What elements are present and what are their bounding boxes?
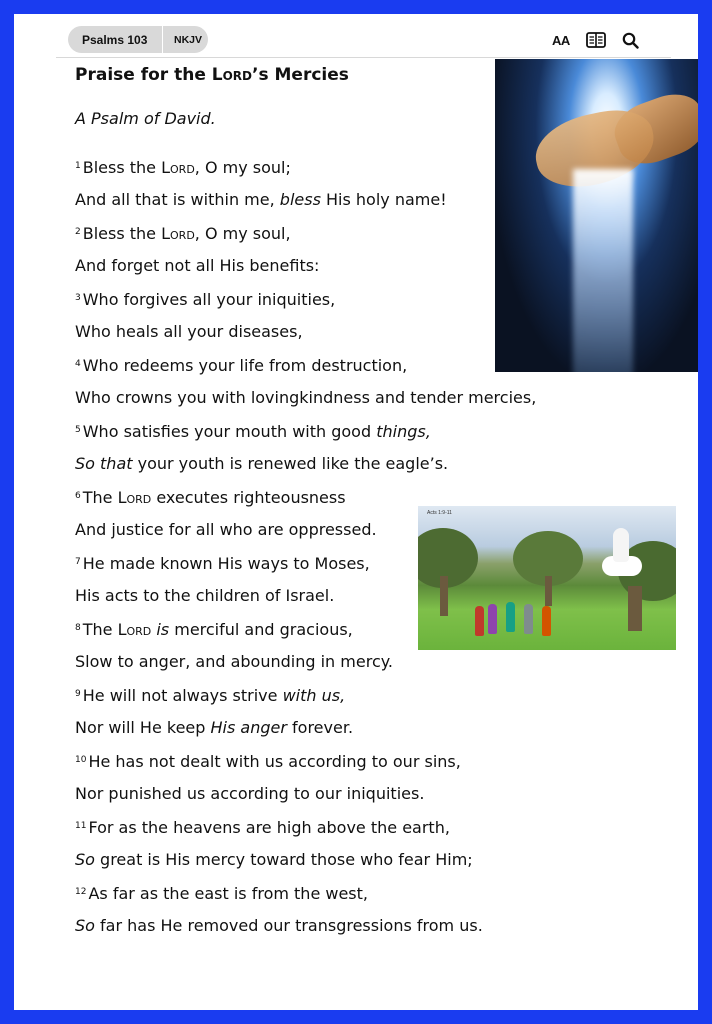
image-caption: Acts 1:9-11: [427, 510, 452, 516]
italic-text: is: [156, 620, 170, 639]
verse-text: , O my soul;: [194, 158, 291, 177]
verse-line[interactable]: [75, 579, 675, 612]
verse-number: 12: [75, 887, 87, 897]
verse-text: Who redeems your life from destruction,: [82, 356, 408, 375]
italic-text: So: [75, 850, 95, 869]
verse-number: 11: [75, 821, 87, 831]
verse-text: And justice for all who are oppressed.: [75, 520, 377, 539]
verse-text: great is His mercy toward those who fear Him;: [94, 850, 473, 869]
reader-page: [14, 14, 698, 1010]
chapter-content: [75, 64, 675, 942]
verse-line[interactable]: [75, 183, 675, 216]
verse-list: [75, 150, 675, 942]
verse-line[interactable]: [75, 678, 675, 711]
verse-text: His holy name!: [320, 190, 447, 209]
verse-text: your youth is renewed like the eagle’s.: [132, 454, 449, 473]
verse-line[interactable]: [75, 711, 675, 744]
verse-text: Who forgives all your iniquities,: [82, 290, 336, 309]
verse-text: The: [82, 620, 118, 639]
verse-text: Bless the: [82, 224, 162, 243]
verse-text: executes righteousness: [151, 488, 346, 507]
passage-selector[interactable]: [68, 26, 208, 53]
chapter-subtitle: A Psalm of David.: [75, 109, 216, 128]
verse-text: Who heals all your diseases,: [75, 322, 303, 341]
verse-line[interactable]: [75, 315, 675, 348]
verse-text: Who crowns you with lovingkindness and tender mercies,: [75, 388, 537, 407]
search-icon[interactable]: [622, 31, 639, 49]
verse-text: The: [82, 488, 118, 507]
verse-line[interactable]: [75, 843, 675, 876]
verse-text: Slow to anger, and abounding in mercy.: [75, 652, 394, 671]
title-lord: Lord: [211, 65, 253, 85]
verse-line[interactable]: [75, 909, 675, 942]
verse-text: And all that is within me,: [75, 190, 280, 209]
top-bar: [14, 14, 698, 58]
verse-line[interactable]: [75, 546, 675, 579]
verse-line[interactable]: [75, 645, 675, 678]
verse-number: 2: [75, 227, 81, 237]
verse-line[interactable]: [75, 447, 675, 480]
book-chapter-button[interactable]: Psalms 103: [82, 32, 148, 47]
header-divider: [56, 57, 671, 58]
verse-text: Who satisfies your mouth with good: [82, 422, 377, 441]
verse-number: 8: [75, 623, 81, 633]
text-size-label: AA: [552, 32, 570, 48]
verse-text: Bless the: [82, 158, 162, 177]
verse-text: , O my soul,: [194, 224, 291, 243]
verse-line[interactable]: [75, 381, 675, 414]
text-size-icon[interactable]: [552, 31, 570, 49]
toolbar: [552, 31, 639, 49]
verse-line[interactable]: [75, 348, 675, 381]
italic-text: His anger: [210, 718, 287, 737]
verse-line[interactable]: [75, 480, 675, 513]
italic-text: with us,: [282, 686, 346, 705]
verse-line[interactable]: [75, 414, 675, 447]
verse-text: As far as the east is from the west,: [88, 884, 368, 903]
verse-text: far has He removed our transgressions from us.: [94, 916, 483, 935]
title-text: Praise for the: [75, 65, 212, 85]
verse-line[interactable]: [75, 150, 675, 183]
verse-text: Nor will He keep: [75, 718, 211, 737]
verse-number: 9: [75, 689, 81, 699]
divine-name: Lord: [161, 224, 195, 243]
chapter-title: [75, 64, 675, 86]
reader-book-icon[interactable]: [586, 31, 606, 49]
italic-text: So: [75, 916, 95, 935]
verse-text: forever.: [286, 718, 354, 737]
verse-line[interactable]: [75, 876, 675, 909]
verse-number: 1: [75, 161, 81, 171]
divine-name: Lord: [161, 158, 195, 177]
verse-number: 5: [75, 425, 81, 435]
verse-text: And forget not all His benefits:: [75, 256, 320, 275]
verse-line[interactable]: [75, 810, 675, 843]
verse-text: Nor punished us according to our iniquities.: [75, 784, 425, 803]
title-text: ’s Mercies: [252, 65, 349, 85]
verse-text: His acts to the children of Israel.: [75, 586, 335, 605]
verse-line[interactable]: [75, 513, 675, 546]
verse-text: He made known His ways to Moses,: [82, 554, 370, 573]
verse-line[interactable]: [75, 216, 675, 249]
italic-text: So that: [75, 454, 133, 473]
verse-line[interactable]: [75, 612, 675, 645]
verse-text: For as the heavens are high above the earth,: [88, 818, 450, 837]
verse-number: 4: [75, 359, 81, 369]
divine-name: Lord: [117, 488, 152, 507]
verse-line[interactable]: [75, 282, 675, 315]
verse-line[interactable]: [75, 744, 675, 777]
verse-number: 6: [75, 491, 81, 501]
verse-text: merciful and gracious,: [169, 620, 353, 639]
verse-number: 10: [75, 755, 87, 765]
verse-line[interactable]: [75, 777, 675, 810]
italic-text: things,: [376, 422, 431, 441]
verse-line[interactable]: [75, 249, 675, 282]
italic-text: bless: [279, 190, 321, 209]
verse-text: He has not dealt with us according to our sins,: [88, 752, 461, 771]
version-button[interactable]: NKJV: [174, 33, 203, 46]
verse-number: 7: [75, 557, 81, 567]
divine-name: Lord: [117, 620, 152, 639]
verse-text: He will not always strive: [82, 686, 283, 705]
verse-number: 3: [75, 293, 81, 303]
